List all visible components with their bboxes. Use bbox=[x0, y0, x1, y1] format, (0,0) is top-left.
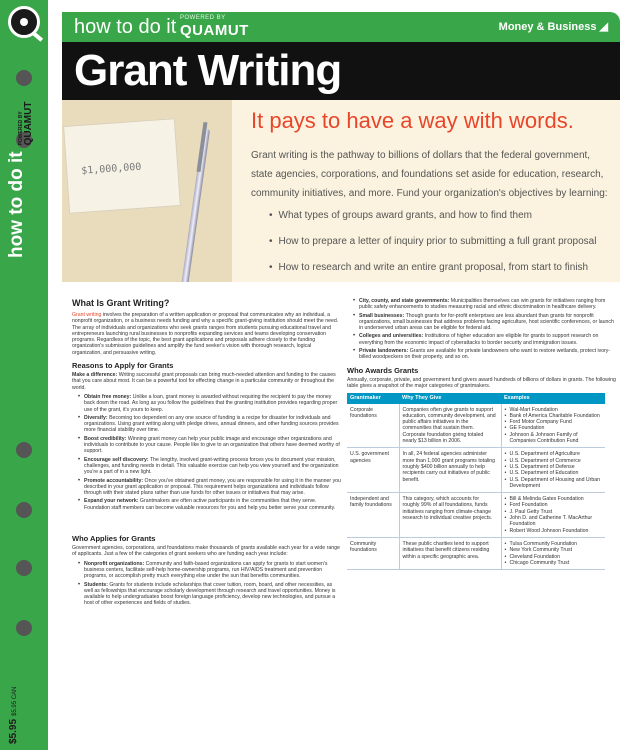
column-header: Examples bbox=[501, 393, 605, 403]
who-applies-list bbox=[78, 561, 342, 607]
hero-bullets bbox=[269, 203, 596, 281]
table-header-row bbox=[347, 393, 605, 403]
left-column bbox=[72, 298, 342, 609]
list-item: • Diversify: Becoming too dependent on any one source of funding is a recipe for disaster for individuals and organizations. Using grant writing along with pledge drives, annual dinners, and other funding sources provides more financial stability over time. bbox=[78, 415, 342, 434]
reasons-list bbox=[78, 394, 342, 511]
list-item: • Small businesses: Though grants for for-profit enterprises are less abundant than grants for nonprofit organizations, small businesses that address problems facing agriculture, host scientific conferences, or launch in underserved urban areas can be eligible for federal aid. bbox=[353, 313, 617, 332]
list-item: • Expand your network: Grantmakers are often active participants in the communities that they serve. Foundation staff members can become valuable resources for you and help you better serve your community. bbox=[78, 498, 342, 511]
spine-title: how to do it POWERED BY QUAMUT bbox=[6, 101, 34, 258]
spine-price: $5.95$5.95 CAN bbox=[8, 686, 19, 744]
spine-brand: QUAMUT bbox=[23, 101, 34, 146]
binder-hole bbox=[16, 620, 32, 636]
hero-section bbox=[62, 100, 620, 282]
table-row: Corporate foundations Companies often give grants to support education, community development, and public affairs initiatives in the communities that sustain them. Corporate foundation giving totaled nearly $13 billion in 2006. • Wal-Mart Foundation • Bank of America Charitable Foundation • Ford Motor Company Fund • GE Foundation • Johnson & Johnson Family of Companies Contribution Fund bbox=[347, 404, 605, 448]
what-is-heading: What Is Grant Writing? bbox=[72, 298, 170, 308]
quamut-logo-icon bbox=[8, 6, 40, 38]
table-row: Independent and family foundations This category, which accounts for roughly 99% of all foundations, funds initiatives ranging from climate-change research to individual creative projects. • Bill & Melinda Gates Foundation • Ford Foundation • J. Paul Getty Trust • John D. and Catherine T. MacArthur Foundation • Robert Wood Johnson Foundation bbox=[347, 493, 605, 538]
page-title: Grant Writing bbox=[74, 46, 342, 95]
list-item: • Nonprofit organizations: Community and faith-based organizations can apply for grants to start women's business centers, facilitate self-help home-ownership programs, run HIV/AIDS treatment and prevention programs, or accomplish pretty much everything else under the sun that benefits communities. bbox=[78, 561, 342, 580]
hero-intro: Grant writing is the pathway to billions of dollars that the federal government, state agencies, corporations, and foundations set aside for education, research, community initiatives, and more. Fund your organization's objectives by learning: bbox=[251, 150, 608, 199]
applicants-list bbox=[353, 298, 617, 361]
binder-hole bbox=[16, 70, 32, 86]
binder-hole bbox=[16, 502, 32, 518]
hero-bullet: • How to research and write an entire grant proposal, from start to finish bbox=[269, 255, 596, 281]
list-item: • Students: Grants for students include scholarships that cover tuition, room, board, and other necessities, as well as fellowships that encourage scholarly development through research and travel opportunities. Money is available to help undergraduates boost foreign language proficiency, develop new technologies, and pursue a host of other experiences and fields of studies. bbox=[78, 582, 342, 607]
photo-text: $1,000,000 bbox=[80, 161, 142, 177]
binder-hole bbox=[16, 560, 32, 576]
spine bbox=[0, 0, 48, 750]
who-awards-heading: Who Awards Grants bbox=[347, 365, 419, 375]
spine-powered: POWERED BY bbox=[18, 111, 24, 146]
who-applies-intro: Government agencies, corporations, and foundations make thousands of grants available each year for a wide range of applicants. Just a few of the categories of grant seekers who are funding each year include: bbox=[72, 545, 340, 558]
who-applies-heading: Who Applies for Grants bbox=[72, 534, 156, 544]
brand-name: QUAMUT bbox=[180, 22, 249, 39]
corner-triangle-icon: ◢ bbox=[599, 21, 608, 33]
list-item: • Colleges and universities: Institutions of higher education are eligible for grants to support research on everything from the economic impact of cyberattacks to border security and immigration issues. bbox=[353, 333, 617, 346]
list-item: • Encourage self discovery: The lengthy, involved grant-writing process forces you to document your mission, challenges, and funding needs in detail. This valuable exercise can help you view yourself and the organization you're a part of in a new light. bbox=[78, 457, 342, 476]
list-item: • City, county, and state governments: Municipalities themselves can win grants for initiatives ranging from public safety enhancements to studies measuring racial and ethnic discrimination in healthcare delivery. bbox=[353, 298, 617, 311]
table-row: U.S. government agencies In all, 24 federal agencies administer more than 1,000 grant programs totaling roughly $400 billion annually to help recipients carry out initiatives of public benefit. • U.S. Department of Agriculture • U.S. Department of Commerce • U.S. Department of Defense • U.S. Department of Education • U.S. Department of Housing and Urban Development bbox=[347, 448, 605, 493]
list-item: • Boost credibility: Winning grant money can help your public image and encourage other organizations and individuals to contribute to your cause. People like to give to an organization that others have deemed worthy of support. bbox=[78, 436, 342, 455]
powered-by: POWERED BY bbox=[180, 15, 226, 21]
hero-photo bbox=[62, 100, 232, 282]
pen-icon bbox=[181, 128, 210, 282]
hero-bullet: • What types of groups award grants, and how to find them bbox=[269, 203, 596, 229]
check-paper bbox=[63, 118, 181, 214]
column-header: Grantmaker bbox=[347, 393, 399, 403]
grantmakers-table bbox=[347, 393, 605, 570]
list-item: • Promote accountability: Once you've obtained grant money, you are responsible for using it in the manner you described in your grant application or proposal. This requirement helps organizations and individuals follow through with their stated plans rather than use funds for other issues or initiatives that may arise. bbox=[78, 478, 342, 497]
binder-hole bbox=[16, 442, 32, 458]
list-item: • Obtain free money: Unlike a loan, grant money is awarded without requiring the recipient to pay the money back down the road. As long as you follow the guidelines that the granting institution provides regarding proper use of the grant, it's yours to keep. bbox=[78, 394, 342, 413]
who-awards-intro: Annually, corporate, private, and government fund givers award hundreds of billions of dollars in grants. The following table gives a snapshot of the major categories of grantmakers. bbox=[347, 376, 616, 389]
list-item: • Private landowners: Grants are available for private landowners who want to restore wetlands, protect ivory-billed woodpeckers on their property, and so on. bbox=[353, 348, 617, 361]
series-bar bbox=[62, 12, 620, 42]
what-is-text: Grant writing involves the preparation of a written application or proposal that communicates why an individual, a nonprofit organization, or a business needs funding and why a specific grant-giving institution should meet the need. The array of individuals and organizations who seek grants ranges from students pursuing educational travel and entrepreneurs launching rural businesses to nonprofits expanding services and teams developing conservation programs. Regardless of the topic, the best grant applications and proposals adhere closely to the funding organization's submission guidelines and amplify the fund seeker's vision with thorough research, logical organization, and persuasive writing. bbox=[72, 312, 339, 356]
table-row: Community foundations These public charities tend to support initiatives that benefit citizens residing within a specific geographic area. • Tulsa Community Foundation • New York Community Trust • Cleveland Foundation • Chicago Community Trust bbox=[347, 537, 605, 569]
title-bar bbox=[62, 42, 620, 100]
series-name: how to do it bbox=[74, 16, 177, 38]
reasons-intro: Make a difference: Writing successful grant proposals can bring much-needed attention and funding to the causes that you care about most. It can be a powerful tool for effecting change in a particular community or throughout the world. bbox=[72, 372, 336, 391]
category-label: Money & Business ◢ bbox=[498, 21, 608, 33]
hero-bullet: • How to prepare a letter of inquiry prior to submitting a full grant proposal bbox=[269, 229, 596, 255]
reasons-heading: Reasons to Apply for Grants bbox=[72, 361, 174, 371]
right-column bbox=[347, 298, 617, 570]
column-header: Why They Give bbox=[399, 393, 501, 403]
tagline: It pays to have a way with words. bbox=[251, 108, 574, 133]
